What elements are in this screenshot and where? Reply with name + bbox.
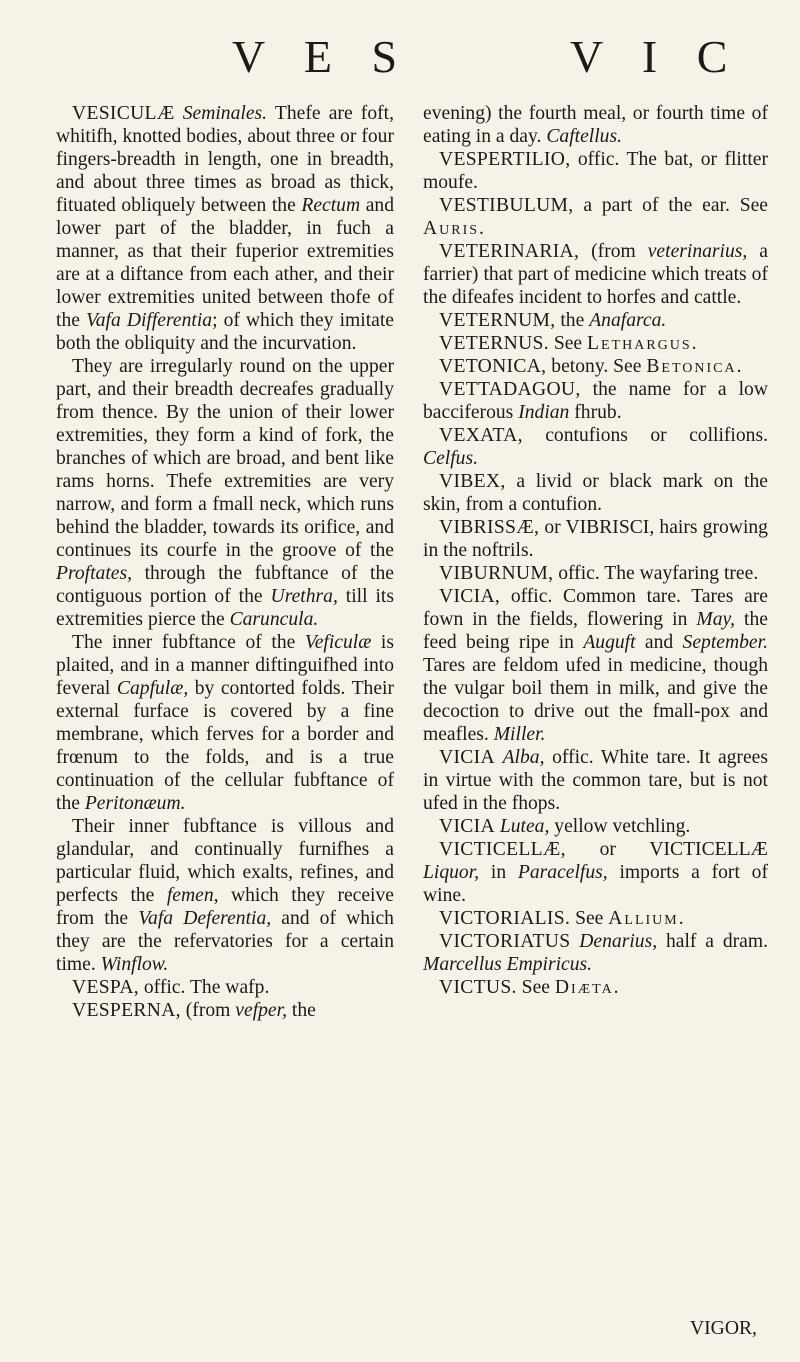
headword: VETERINARIA, (439, 241, 580, 262)
entry-text: the name for a low bacciferous (423, 379, 768, 423)
headword: VESPERNA, (72, 1000, 181, 1021)
entry-vibrissae (423, 516, 768, 562)
entry-veterinaria (423, 240, 768, 309)
headword: VESPERTILIO, (439, 149, 571, 170)
headword: VIBURNUM, (439, 563, 554, 584)
entry-text: and (644, 632, 674, 653)
entry-text: offic. White tare. It agrees in virtue with the common tare, but is not ufed in the fhops. (423, 747, 768, 814)
term-vesiculae: Veficulæ (304, 632, 372, 653)
cross-reference: Lethargus. (587, 333, 699, 354)
headword: VICTUS. (439, 977, 517, 998)
entry-text: evening) the fourth meal, or fourth time of eating in a day. (423, 103, 768, 147)
term-indian: Indian (518, 402, 570, 423)
term-rectum: Rectum (301, 195, 361, 216)
term-anafarca: Anafarca. (589, 310, 667, 331)
entry-text: imports a fort of wine. (423, 862, 768, 906)
headword: VICTICELLÆ, (439, 839, 566, 860)
headword: VETONICA, (439, 356, 547, 377)
entry-text: and lower part of the bladder, in fuch a manner, as that their fuperior extremities are at a diftance from each ather, and their lower extremities united between thofe of the (56, 195, 394, 331)
citation-winslow: Winflow. (100, 954, 169, 975)
headword: VESTIBULUM, (439, 195, 574, 216)
entry-text: a farrier) that part of medicine which treats of the difeafes incident to horfes and cattle. (423, 241, 768, 308)
entry-vespa (56, 976, 394, 999)
entry-text: the (291, 1000, 316, 1021)
entry-text: (from (185, 1000, 231, 1021)
entry-text: (from (591, 241, 636, 262)
entry-vestibulum (423, 194, 768, 240)
entry-vicia (423, 585, 768, 746)
headword: VICTORIATUS (439, 931, 571, 952)
running-head-left: V E S (232, 31, 412, 82)
entry-text: is plaited, and in a manner diftinguifhed into feveral (56, 632, 394, 699)
entry-text: which they receive from the (56, 885, 394, 929)
catchword: VIGOR, (690, 1318, 757, 1339)
term-capsulae: Capfulæ, (116, 678, 189, 699)
cross-reference: Betonica. (646, 356, 744, 377)
entry-text: contufions or collifions. (545, 425, 768, 446)
entry-text: till its extremities pierce the (56, 586, 394, 630)
term-lutea: Lutea, (499, 816, 550, 837)
headword: VICIA (439, 816, 495, 837)
entry-vicia-alba (423, 746, 768, 815)
term-alba: Alba, (502, 747, 545, 768)
entry-vetonica (423, 355, 768, 378)
term-paracelsus: Paracelfus, (517, 862, 608, 883)
headword: VEXATA, (439, 425, 523, 446)
entry-victorialis (423, 907, 768, 930)
entry-victoriatus (423, 930, 768, 976)
term-prostates: Proftates, (56, 563, 133, 584)
entry-text: They are irregularly round on the upper part, and their breadth decreafes gradually from thence. By the union of their lower extremities, they form a kind of fork, the branches of which are broad, and bent like rams horns. Thefe extremities are very narrow, and form a fmall neck, which runs behind the bladder, towards its orifice, and continues its courfe in the groove of the (56, 356, 394, 561)
entry-vesiculae-paragraph (56, 355, 394, 631)
headword: VICIA, (439, 586, 501, 607)
entry-text: offic. The bat, or flitter moufe. (423, 149, 768, 193)
citation-castellus: Caftellus. (546, 126, 623, 147)
term-liquor: Liquor, (423, 862, 480, 883)
entry-text: or VICTICELLÆ (599, 839, 768, 860)
entry-vesperna-continued (423, 102, 768, 148)
entry-text: the feed being ripe in (423, 609, 768, 653)
entry-text: See (521, 977, 550, 998)
term-may: May, (696, 609, 736, 630)
term-vesper: vefper, (235, 1000, 287, 1021)
entry-vesiculae (56, 102, 394, 355)
entry-text: a livid or black mark on the skin, from a contufion. (423, 471, 768, 515)
headword: VESICULÆ (72, 103, 175, 124)
term-august: Auguft (583, 632, 636, 653)
right-column (423, 102, 768, 999)
entry-victus (423, 976, 768, 999)
entry-text: Thefe are foft, whitifh, knotted bodies, about three or four fingers-breadth in length, one in breadth, and about three times as broad as thick, fituated obliquely between the (56, 103, 394, 216)
term-peritonaeum: Peritonæum. (84, 793, 186, 814)
term-september: September. (682, 632, 768, 653)
term-caruncula: Caruncula. (229, 609, 319, 630)
entry-text: offic. The wayfaring tree. (558, 563, 759, 584)
citation-marcellus: Marcellus Empiricus. (423, 954, 593, 975)
headword: VETERNUS. (439, 333, 549, 354)
term-vasa-differentia: Vafa Differentia (85, 310, 213, 331)
term-denarius: Denarius, (579, 931, 658, 952)
entry-vesiculae-paragraph (56, 815, 394, 976)
left-column (56, 102, 394, 1022)
entry-text: by contorted folds. Their external furface is covered by a fine membrane, which ferves for a border and frœnum to the folds, and is a true continuation of the cellular fubftance of the (56, 678, 395, 814)
term-semen: femen, (166, 885, 219, 906)
entry-text: through the fubftance of the contiguous portion of the (56, 563, 394, 607)
entry-text: Tares are feldom ufed in medicine, though the vulgar boil them in milk, and give the decoction to drive out the fmall-pox and meafles. (423, 655, 768, 745)
cross-reference: Auris. (423, 218, 486, 239)
entry-vexata (423, 424, 768, 470)
entry-text: yellow vetchling. (554, 816, 691, 837)
term-urethra: Urethra, (270, 586, 338, 607)
headword: VIBEX, (439, 471, 506, 492)
cross-reference: Allium. (608, 908, 686, 929)
entry-text: betony. See (551, 356, 642, 377)
entry-vesperna (56, 999, 394, 1022)
entry-text: and of which they are the refervatories for a certain time. (56, 908, 394, 975)
entry-text: a part of the ear. See (583, 195, 769, 216)
citation-celsus: Celfus. (423, 448, 478, 469)
entry-text: half a dram. (665, 931, 768, 952)
entry-text: in (490, 862, 507, 883)
headword: VETERNUM, (439, 310, 556, 331)
entry-viburnum (423, 562, 768, 585)
entry-text: Their inner fubftance is villous and glandular, and continually furnifhes a particular fluid, which exalts, refines, and perfects the (56, 816, 394, 906)
headword: VESPA, (72, 977, 139, 998)
running-head (0, 30, 800, 90)
term-vasa-deferentia: Vafa Deferentia, (138, 908, 272, 929)
citation-miller: Miller. (493, 724, 546, 745)
entry-text: fhrub. (574, 402, 622, 423)
cross-reference: Diæta. (554, 977, 621, 998)
entry-vibex (423, 470, 768, 516)
entry-text: or VIBRISCI, hairs growing in the noftrils. (423, 517, 768, 561)
latin-term: Seminales. (182, 103, 268, 124)
entry-text: See (553, 333, 583, 354)
entry-text: ; of which they imitate both the obliquity and the incurvation. (56, 310, 394, 354)
headword: VICTORIALIS. (439, 908, 571, 929)
entry-veternus (423, 332, 768, 355)
entry-text: the (560, 310, 585, 331)
headword: VETTADAGOU, (439, 379, 581, 400)
entry-vesiculae-paragraph (56, 631, 394, 815)
entry-text: See (575, 908, 604, 929)
entry-vespertilio (423, 148, 768, 194)
entry-text: offic. The wafp. (143, 977, 270, 998)
entry-victicellae (423, 838, 768, 907)
headword: VICIA (439, 747, 495, 768)
entry-text: offic. Common tare. Tares are fown in the fields, flowering in (423, 586, 768, 630)
term-veterinarius: veterinarius, (647, 241, 748, 262)
headword: VIBRISSÆ, (439, 517, 540, 538)
entry-veternum (423, 309, 768, 332)
running-head-right: V I C (570, 31, 742, 82)
entry-vettadagou (423, 378, 768, 424)
entry-vicia-lutea (423, 815, 768, 838)
entry-text: The inner fubftance of the (72, 632, 296, 653)
